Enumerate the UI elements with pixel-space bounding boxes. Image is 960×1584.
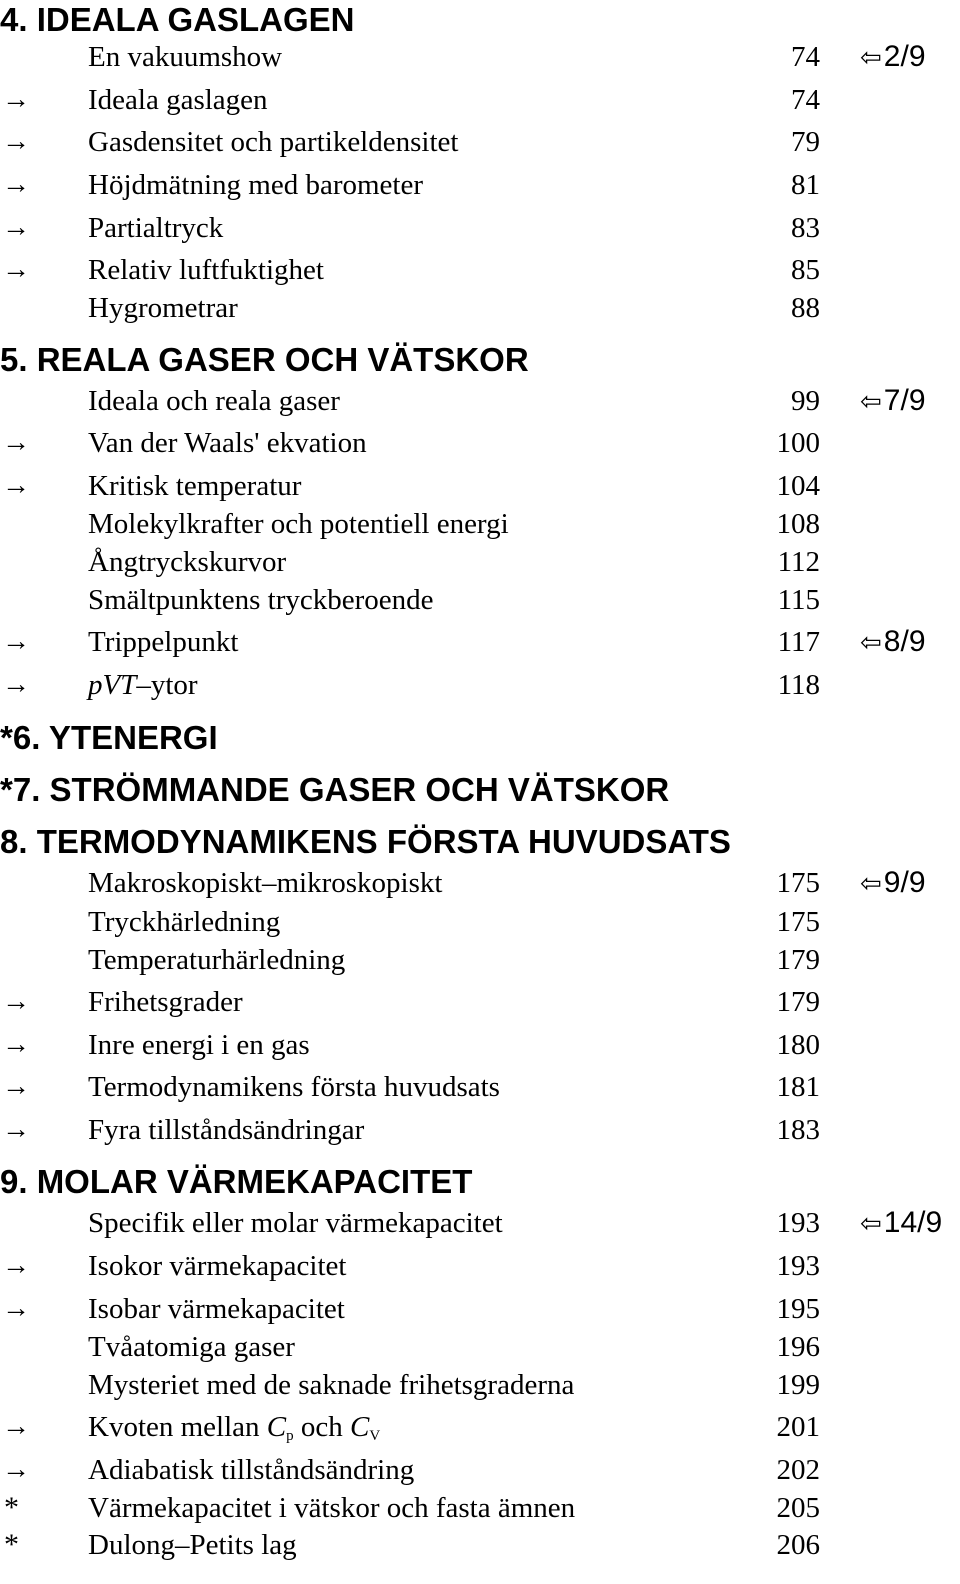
toc-entry[interactable] — [0, 423, 960, 463]
section-heading: *7. STRÖMMANDE GASER OCH VÄTSKOR — [0, 771, 670, 808]
entry-title: Ideala och reala gaser — [88, 385, 340, 417]
page-number: 108 — [776, 508, 820, 540]
toc-entry[interactable] — [0, 80, 960, 120]
toc-entry[interactable] — [0, 1025, 960, 1065]
back-arrow-icon: ⇦ — [860, 869, 882, 899]
page-number: 199 — [776, 1369, 820, 1401]
title-text: Kvoten mellan — [88, 1411, 267, 1443]
arrow-icon: → — [2, 986, 30, 1017]
page-number: 205 — [776, 1492, 820, 1524]
entry-title: Van der Waals' ekvation — [88, 427, 367, 459]
page-number: 201 — [776, 1411, 820, 1443]
page-number: 85 — [791, 254, 820, 286]
arrow-icon: → — [2, 470, 30, 501]
toc-entry[interactable] — [0, 288, 960, 328]
arrow-icon: → — [2, 1411, 30, 1442]
date-text: 14/9 — [883, 1206, 943, 1239]
entry-title: Partialtryck — [88, 212, 224, 244]
page-number: 202 — [776, 1454, 820, 1486]
page-number: 74 — [791, 41, 820, 73]
toc-entry[interactable] — [0, 665, 960, 705]
page-number: 193 — [776, 1250, 820, 1282]
arrow-icon: → — [2, 212, 30, 243]
toc-entry[interactable] — [0, 1407, 960, 1447]
toc-entry[interactable] — [0, 863, 960, 903]
toc-entry[interactable] — [0, 1365, 960, 1405]
arrow-icon: → — [2, 626, 30, 657]
page-number: 196 — [776, 1331, 820, 1363]
page-number: 100 — [776, 427, 820, 459]
entry-title: Gasdensitet och partikeldensitet — [88, 126, 459, 158]
toc-entry[interactable] — [0, 542, 960, 582]
section-heading: 4. IDEALA GASLAGEN — [0, 1, 355, 38]
page-number: 206 — [776, 1529, 820, 1561]
toc-entry[interactable] — [0, 1450, 960, 1490]
page-number: 181 — [776, 1071, 820, 1103]
arrow-icon: → — [2, 254, 30, 285]
page-number: 81 — [791, 169, 820, 201]
entry-title: Ångtryckskurvor — [88, 546, 287, 578]
entry-title: Molekylkrafter och potentiell energi — [88, 508, 509, 540]
page-number: 117 — [777, 626, 820, 658]
toc-entry[interactable] — [0, 1525, 960, 1565]
entry-title: Höjdmätning med barometer — [88, 169, 424, 201]
back-arrow-icon: ⇦ — [860, 1209, 882, 1239]
back-arrow-icon: ⇦ — [860, 628, 882, 658]
date-marker — [860, 622, 926, 663]
toc-entry[interactable] — [0, 1488, 960, 1528]
page-number: 193 — [776, 1207, 820, 1239]
title-italic: pVT — [88, 669, 137, 701]
symbol-c: C — [266, 1411, 287, 1443]
arrow-icon: → — [2, 1071, 30, 1102]
subscript-p: p — [286, 1428, 294, 1444]
date-text: 2/9 — [883, 40, 926, 73]
entry-title — [88, 1407, 380, 1447]
section-heading: *6. YTENERGI — [0, 719, 218, 756]
arrow-icon: → — [2, 84, 30, 115]
title-text: –ytor — [136, 669, 198, 701]
toc-entry[interactable] — [0, 250, 960, 290]
entry-title: Temperaturhärledning — [88, 944, 346, 976]
entry-title: Isobar värmekapacitet — [88, 1293, 345, 1325]
entry-title — [88, 665, 198, 705]
arrow-icon: → — [2, 669, 30, 700]
arrow-icon: → — [2, 427, 30, 458]
entry-title: Mysteriet med de saknade frihetsgraderna — [88, 1369, 575, 1401]
toc-entry[interactable] — [0, 381, 960, 421]
entry-title: Specifik eller molar värmekapacitet — [88, 1207, 503, 1239]
entry-title: Adiabatisk tillståndsändring — [88, 1454, 415, 1486]
entry-title: Dulong–Petits lag — [88, 1529, 297, 1561]
page-number: 83 — [791, 212, 820, 244]
toc-entry[interactable] — [0, 466, 960, 506]
toc-entry[interactable] — [0, 580, 960, 620]
section-heading: 5. REALA GASER OCH VÄTSKOR — [0, 341, 529, 378]
toc-entry[interactable] — [0, 622, 960, 662]
page-number: 180 — [776, 1029, 820, 1061]
entry-title: Makroskopiskt–mikroskopiskt — [88, 867, 443, 899]
page-number: 179 — [776, 986, 820, 1018]
page-number: 179 — [776, 944, 820, 976]
date-marker — [860, 863, 926, 904]
page-number: 175 — [776, 867, 820, 899]
page-number: 175 — [776, 906, 820, 938]
arrow-icon: → — [2, 1114, 30, 1145]
asterisk-marker: * — [4, 1491, 19, 1524]
arrow-icon: → — [2, 1454, 30, 1485]
toc-entry[interactable] — [0, 122, 960, 162]
entry-title: Värmekapacitet i vätskor och fasta ämnen — [88, 1492, 576, 1524]
toc-entry[interactable] — [0, 1203, 960, 1243]
entry-title: Inre energi i en gas — [88, 1029, 310, 1061]
toc-entry[interactable] — [0, 902, 960, 942]
title-text: och — [293, 1411, 351, 1443]
date-text: 7/9 — [883, 384, 926, 417]
asterisk-marker: * — [4, 1528, 19, 1561]
date-text: 9/9 — [883, 866, 926, 899]
entry-title: Tvåatomiga gaser — [88, 1331, 295, 1363]
toc-entry[interactable] — [0, 37, 960, 77]
toc-entry[interactable] — [0, 165, 960, 205]
symbol-c: C — [350, 1411, 370, 1443]
page-number: 195 — [776, 1293, 820, 1325]
entry-title: Trippelpunkt — [88, 626, 239, 658]
back-arrow-icon: ⇦ — [860, 43, 882, 73]
entry-title: En vakuumshow — [88, 41, 283, 73]
entry-title: Termodynamikens första huvudsats — [88, 1071, 500, 1103]
subscript-v: V — [369, 1428, 381, 1444]
date-marker — [860, 1203, 942, 1244]
section-heading: 8. TERMODYNAMIKENS FÖRSTA HUVUDSATS — [0, 823, 731, 860]
toc-entry[interactable] — [0, 1246, 960, 1286]
entry-title: Isokor värmekapacitet — [88, 1250, 347, 1282]
toc-entry[interactable] — [0, 1110, 960, 1150]
entry-title: Tryckhärledning — [88, 906, 281, 938]
page-number: 115 — [777, 584, 820, 616]
toc-entry[interactable] — [0, 504, 960, 544]
page-number: 74 — [791, 84, 820, 116]
entry-title: Fyra tillståndsändringar — [88, 1114, 365, 1146]
page-number: 183 — [776, 1114, 820, 1146]
arrow-icon: → — [2, 1250, 30, 1281]
toc-entry[interactable] — [0, 982, 960, 1022]
date-marker — [860, 381, 926, 422]
page-number: 88 — [791, 292, 820, 324]
entry-title: Relativ luftfuktighet — [88, 254, 324, 286]
toc-entry[interactable] — [0, 1067, 960, 1107]
arrow-icon: → — [2, 126, 30, 157]
section-heading: 9. MOLAR VÄRMEKAPACITET — [0, 1163, 473, 1200]
page-number: 112 — [777, 546, 820, 578]
arrow-icon: → — [2, 1029, 30, 1060]
page-number: 79 — [791, 126, 820, 158]
entry-title: Kritisk temperatur — [88, 470, 302, 502]
page-number: 104 — [776, 470, 820, 502]
date-text: 8/9 — [883, 625, 926, 658]
page-number: 118 — [777, 669, 820, 701]
date-marker — [860, 37, 926, 78]
arrow-icon: → — [2, 1293, 30, 1324]
entry-title: Ideala gaslagen — [88, 84, 268, 116]
arrow-icon: → — [2, 169, 30, 200]
toc-entry[interactable] — [0, 1327, 960, 1367]
entry-title: Hygrometrar — [88, 292, 238, 324]
back-arrow-icon: ⇦ — [860, 387, 882, 417]
toc-entry[interactable] — [0, 940, 960, 980]
entry-title: Frihetsgrader — [88, 986, 243, 1018]
entry-title: Smältpunktens tryckberoende — [88, 584, 434, 616]
page-number: 99 — [791, 385, 820, 417]
toc-entry[interactable] — [0, 208, 960, 248]
toc-entry[interactable] — [0, 1289, 960, 1329]
